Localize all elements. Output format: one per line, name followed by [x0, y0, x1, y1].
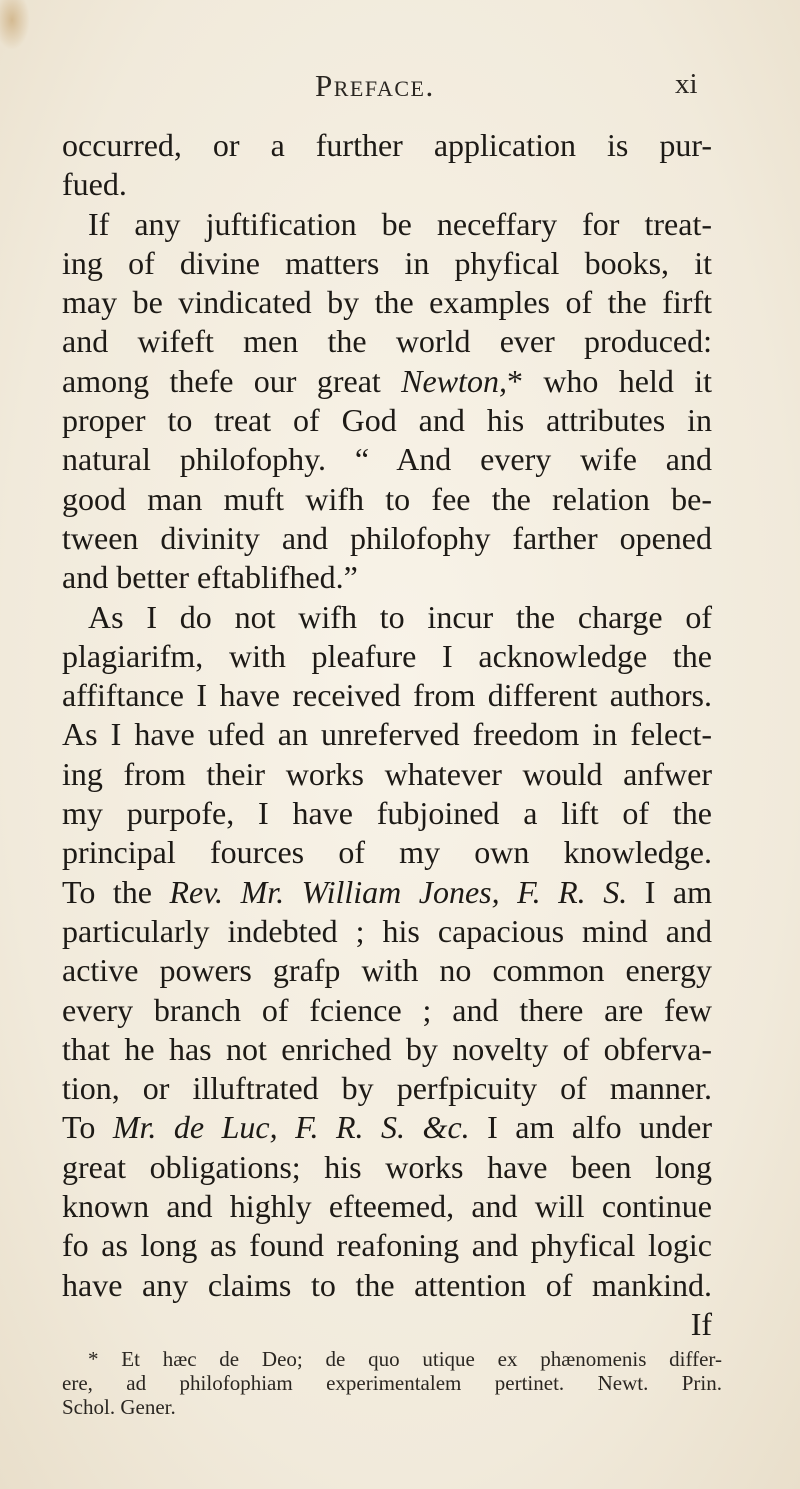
- text-line: To the Rev. Mr. William Jones, F. R. S. I am: [62, 873, 712, 910]
- footnote-line: ere, ad philofophiam experimentalem pertinet. Newt. Prin.: [62, 1371, 722, 1395]
- running-head: [0, 68, 800, 108]
- text-line: particularly indebted ; his capacious mind and: [62, 912, 712, 949]
- text-line: known and highly efteemed, and will continue: [62, 1188, 712, 1225]
- text-line: my purpofe, I have fubjoined a lift of the: [62, 795, 712, 832]
- text-line: tion, or illuftrated by perfpicuity of manner.: [62, 1070, 712, 1107]
- text-line: As I have ufed an unreferved freedom in felect-: [62, 716, 712, 753]
- text-line: and wifeft men the world ever produced:: [62, 323, 712, 360]
- running-title: Preface.: [315, 68, 435, 103]
- text-line: fued.: [62, 166, 127, 203]
- page-number: xi: [675, 68, 698, 100]
- text-line: tween divinity and philofophy farther opened: [62, 519, 712, 556]
- footnote-line: Schol. Gener.: [62, 1395, 176, 1419]
- catchword: If: [690, 1305, 712, 1342]
- text-line: fo as long as found reafoning and phyfical logic: [62, 1227, 712, 1264]
- text-line: and better eftablifhed.”: [62, 559, 358, 596]
- text-line: that he has not enriched by novelty of obferva-: [62, 1030, 712, 1067]
- text-line: great obligations; his works have been long: [62, 1148, 712, 1185]
- text-line: occurred, or a further application is pur-: [62, 127, 712, 163]
- footnote: [62, 1347, 722, 1419]
- text-line: If any juftification be neceffary for treat-: [88, 205, 712, 242]
- text-line: have any claims to the attention of mankind.: [62, 1266, 712, 1303]
- text-line: active powers grafp with no common energy: [62, 952, 712, 989]
- body-text: [62, 126, 712, 1344]
- text-line: plagiarifm, with pleafure I acknowledge the: [62, 637, 712, 674]
- text-line: among thefe our great Newton,* who held it: [62, 362, 713, 399]
- text-line: natural philofophy. “ And every wife and: [62, 441, 712, 478]
- text-line: To Mr. de Luc, F. R. S. &c. I am alfo under: [62, 1109, 712, 1146]
- text-line: good man muft wifh to fee the relation be-: [62, 480, 712, 517]
- text-line: affiftance I have received from different authors.: [62, 677, 712, 714]
- text-line: may be vindicated by the examples of the firft: [62, 284, 712, 321]
- text-line: As I do not wifh to incur the charge of: [88, 598, 712, 635]
- text-line: ing from their works whatever would anfwer: [62, 755, 712, 792]
- text-line: proper to treat of God and his attributes in: [62, 402, 712, 439]
- page-stain: [0, 0, 30, 50]
- text-line: every branch of fcience ; and there are few: [62, 991, 712, 1028]
- footnote-line: * Et hæc de Deo; de quo utique ex phænomenis differ-: [88, 1347, 722, 1371]
- text-line: ing of divine matters in phyfical books, it: [62, 244, 712, 281]
- text-line: principal fources of my own knowledge.: [62, 834, 712, 871]
